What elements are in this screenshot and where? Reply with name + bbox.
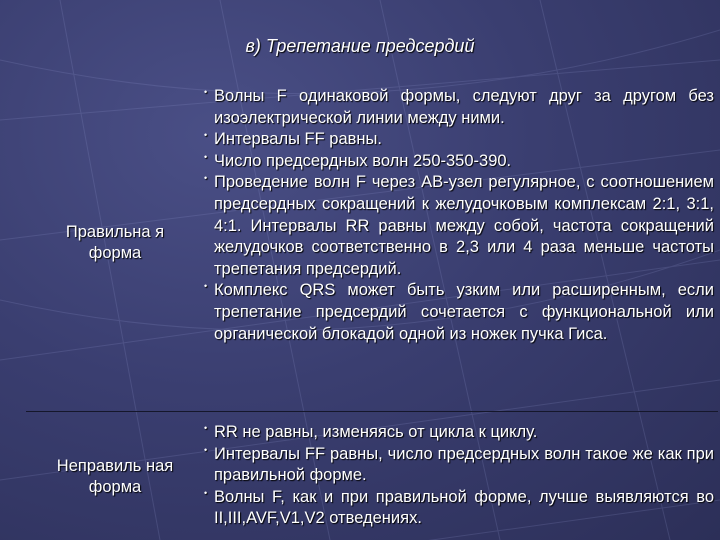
list-item — [204, 422, 714, 444]
regular-form-criteria-list — [204, 86, 714, 345]
list-item — [204, 129, 714, 151]
list-item-text: Волны F одинаковой формы, следуют друг за другом без изоэлектрической линии между ними. — [214, 87, 714, 127]
list-item — [204, 487, 714, 530]
row-label-irregular-form: Неправиль ная форма — [56, 457, 174, 496]
irregular-form-criteria-list — [204, 422, 714, 530]
row-divider — [26, 411, 718, 412]
bullet-icon: • — [204, 423, 208, 433]
list-item-text: Интервалы FF равны, число предсердных волн такое же как при правильной форме. — [214, 444, 714, 485]
bullet-icon: • — [204, 151, 208, 162]
bullet-icon: • — [204, 130, 208, 141]
slide-title: в) Трепетание предсердий — [245, 36, 475, 56]
bullet-icon: • — [204, 87, 208, 97]
list-item-text: Число предсердных волн 250-350-390. — [214, 151, 512, 170]
bullet-icon: • — [204, 444, 208, 455]
list-item-text: Проведение волн F через АВ-узел регулярное, с соотношением предсердных сокращений к желудочковым комплексам 2:1, 3:1, 4:1. Интервалы RR равны между собой, частота сокращений желудочков соответственно в 2,3 или 4 раза меньше частоты трепетания предсердий. — [214, 173, 714, 278]
list-item — [204, 151, 714, 173]
list-item — [204, 172, 714, 280]
row-label-regular-form: Правильна я форма — [65, 223, 165, 262]
list-item — [204, 86, 714, 129]
list-item — [204, 280, 714, 345]
list-item — [204, 444, 714, 487]
list-item-text: Комплекс QRS может быть узким или расширенным, если трепетание предсердий сочетается с функциональной или органической блокадой одной из ножек пучка Гиса. — [214, 281, 714, 343]
bullet-icon: • — [204, 173, 208, 184]
list-item-text: Интервалы FF равны. — [214, 130, 382, 149]
list-item-text: Волны F, как и при правильной форме, лучше выявляются во II,III,AVF,V1,V2 отведениях. — [214, 487, 714, 528]
list-item-text: RR не равны, изменяясь от цикла к циклу. — [214, 423, 538, 441]
bullet-icon: • — [204, 281, 208, 292]
bullet-icon: • — [204, 487, 208, 498]
